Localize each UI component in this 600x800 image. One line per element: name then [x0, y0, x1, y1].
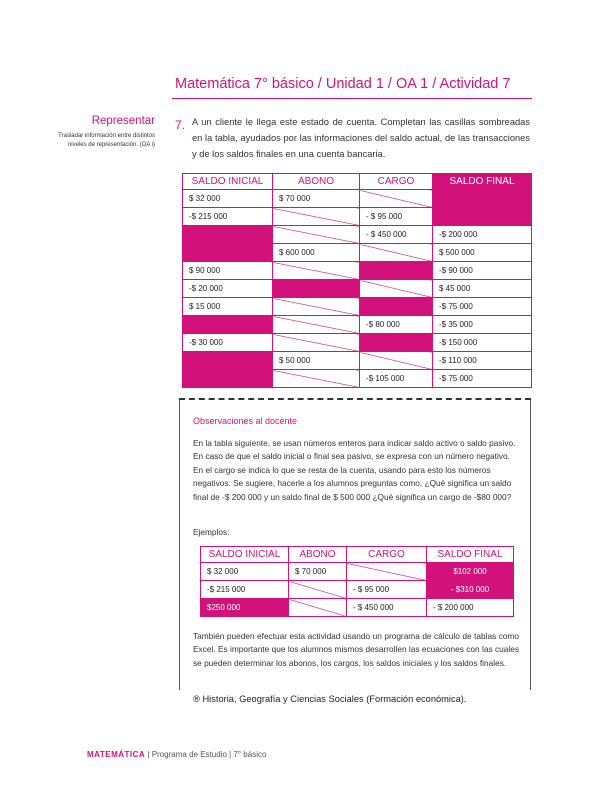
cargo-value-cell: - $ 95 000: [360, 208, 433, 226]
cargo-value-cell: - $ 450 000: [360, 226, 433, 244]
table-row: [183, 298, 532, 316]
saldo-inicial-filled-cell: [183, 244, 273, 262]
footnote: [193, 694, 466, 704]
cargo-filled-cell: [360, 334, 433, 352]
saldo-inicial-value-cell: $ 90 000: [183, 262, 273, 280]
abono-crossed-cell: [273, 298, 360, 316]
saldo-inicial-value-cell: $ 32 000: [183, 190, 273, 208]
saldo-inicial-value-cell: $ 32 000: [201, 563, 289, 581]
footer-separator: |: [147, 750, 152, 759]
activity-statement: A un cliente le llega este estado de cuenta. Completan las casillas sombreadas en la tabla, ayudados por las informaciones del saldo actual, de las transacciones y de los saldos finales en una cuenta bancaria.: [192, 117, 530, 159]
cargo-filled-cell: [360, 298, 433, 316]
cargo-value-cell: -$ 80 000: [360, 316, 433, 334]
saldo-final-value-cell: $ 500 000: [433, 244, 532, 262]
skill-title: Representar: [91, 115, 155, 127]
table-row: [183, 226, 532, 244]
saldo-final-value-cell: -$ 150 000: [433, 334, 532, 352]
saldo-final-value-cell: -$ 75 000: [433, 298, 532, 316]
footer-brand: MATEMÁTICA: [87, 750, 146, 759]
abono-crossed-cell: [289, 599, 347, 617]
abono-crossed-cell: [273, 262, 360, 280]
table-row: [183, 316, 532, 334]
table-row: [183, 334, 532, 352]
table-row: [183, 262, 532, 280]
abono-value-cell: $ 600 000: [273, 244, 360, 262]
saldo-inicial-value-cell: $ 15 000: [183, 298, 273, 316]
table-row: [183, 352, 532, 370]
cargo-crossed-cell: [360, 352, 433, 370]
cargo-crossed-cell: [360, 190, 433, 208]
cargo-crossed-cell: [360, 244, 433, 262]
account-statement-table: [182, 173, 532, 388]
abono-value-cell: $ 70 000: [289, 563, 347, 581]
saldo-inicial-filled-cell: [183, 352, 273, 388]
cargo-filled-cell: [360, 262, 433, 280]
footer-grade: 7° básico: [233, 750, 267, 759]
example-header-saldo-final: SALDO FINAL: [427, 547, 514, 563]
examples-label: Ejemplos:: [193, 527, 230, 537]
abono-crossed-cell: [273, 370, 360, 388]
saldo-inicial-filled-cell: $250 000: [201, 599, 289, 617]
saldo-inicial-value-cell: -$ 215 000: [201, 581, 289, 599]
page-title: Matemática 7° básico / Unidad 1 / OA 1 / Actividad 7: [175, 76, 511, 92]
cargo-crossed-cell: [347, 563, 427, 581]
saldo-inicial-filled-cell: [183, 226, 273, 244]
observations-paragraph: En la tabla siguiente, se usan números enteros para indicar saldo activo o saldo pasivo. En caso de que el saldo inicial o final sea pasivo, se expresa con un número negativo. En el cargo se indica lo que se resta de la cuenta, usando para esto los números negativos. Se sugiere, hacerle a los alumnos preguntas como, ¿Qué significa un saldo final de -$ 200 000 y un saldo final de $ 500 000 ¿Qué significa un cargo de -$80 000?: [193, 438, 516, 502]
table-row: [201, 599, 514, 617]
abono-crossed-cell: [273, 316, 360, 334]
abono-crossed-cell: [273, 334, 360, 352]
observations-closing: También pueden efectuar esta actividad usando un programa de cálculo de tablas como Excel. Es importante que los alumnos mismos desarrollen las ecuaciones con las cuales se pueden determinar los abonos, los cargos, los saldos iniciales y los saldos finales.: [193, 631, 519, 668]
statement-rows: [183, 190, 532, 388]
saldo-final-value-cell: -$ 90 000: [433, 262, 532, 280]
column-header-abono: ABONO: [273, 174, 360, 190]
examples-table: [200, 546, 514, 617]
saldo-final-filled-cell: [433, 190, 532, 208]
page-footer: [87, 750, 266, 759]
footer-program: Programa de Estudio: [151, 750, 227, 759]
table-row: [201, 563, 514, 581]
table-row: [183, 244, 532, 262]
table-row: [183, 208, 532, 226]
observations-title: Observaciones al docente: [193, 416, 298, 426]
abono-crossed-cell: [289, 581, 347, 599]
abono-value-cell: $ 50 000: [273, 352, 360, 370]
footnote-text: Historia, Geografía y Ciencias Sociales (Formación económica).: [202, 694, 467, 704]
observations-left-border: [179, 400, 180, 690]
observations-right-border: [530, 400, 531, 690]
abono-crossed-cell: [273, 208, 360, 226]
section-divider: [179, 398, 531, 400]
title-divider: [172, 98, 532, 99]
footnote-mark: ®: [193, 694, 200, 704]
column-header-cargo: CARGO: [360, 174, 433, 190]
activity-number: 7.: [175, 118, 186, 132]
footer-separator: |: [229, 750, 234, 759]
saldo-inicial-value-cell: -$ 30 000: [183, 334, 273, 352]
saldo-final-value-cell: -$ 110 000: [433, 352, 532, 370]
cargo-value-cell: - $ 95 000: [347, 581, 427, 599]
cargo-value-cell: - $ 450 000: [347, 599, 427, 617]
column-header-saldo-inicial: SALDO INICIAL: [183, 174, 273, 190]
example-header-cargo: CARGO: [347, 547, 427, 563]
saldo-final-value-cell: -$ 35 000: [433, 316, 532, 334]
saldo-final-value-cell: $ 45 000: [433, 280, 532, 298]
table-row: [201, 581, 514, 599]
saldo-final-value-cell: - $ 200 000: [427, 599, 514, 617]
saldo-final-filled-cell: $102 000: [427, 563, 514, 581]
example-rows: [201, 563, 514, 617]
column-header-saldo-final: SALDO FINAL: [433, 174, 532, 190]
saldo-final-value-cell: -$ 200 000: [433, 226, 532, 244]
abono-crossed-cell: [273, 226, 360, 244]
saldo-inicial-value-cell: -$ 20 000: [183, 280, 273, 298]
saldo-final-filled-cell: - $310 000: [427, 581, 514, 599]
example-header-abono: ABONO: [289, 547, 347, 563]
table-row: [183, 190, 532, 208]
saldo-final-value-cell: -$ 75 000: [433, 370, 532, 388]
abono-value-cell: $ 70 000: [273, 190, 360, 208]
cargo-value-cell: -$ 105 000: [360, 370, 433, 388]
saldo-final-filled-cell: [433, 208, 532, 226]
saldo-inicial-value-cell: -$ 215 000: [183, 208, 273, 226]
cargo-crossed-cell: [360, 280, 433, 298]
example-header-saldo-inicial: SALDO INICIAL: [201, 547, 289, 563]
table-row: [183, 280, 532, 298]
abono-filled-cell: [273, 280, 360, 298]
saldo-inicial-filled-cell: [183, 316, 273, 334]
skill-description: Trasladar información entre distintos niveles de representación. (OA i): [58, 133, 155, 148]
